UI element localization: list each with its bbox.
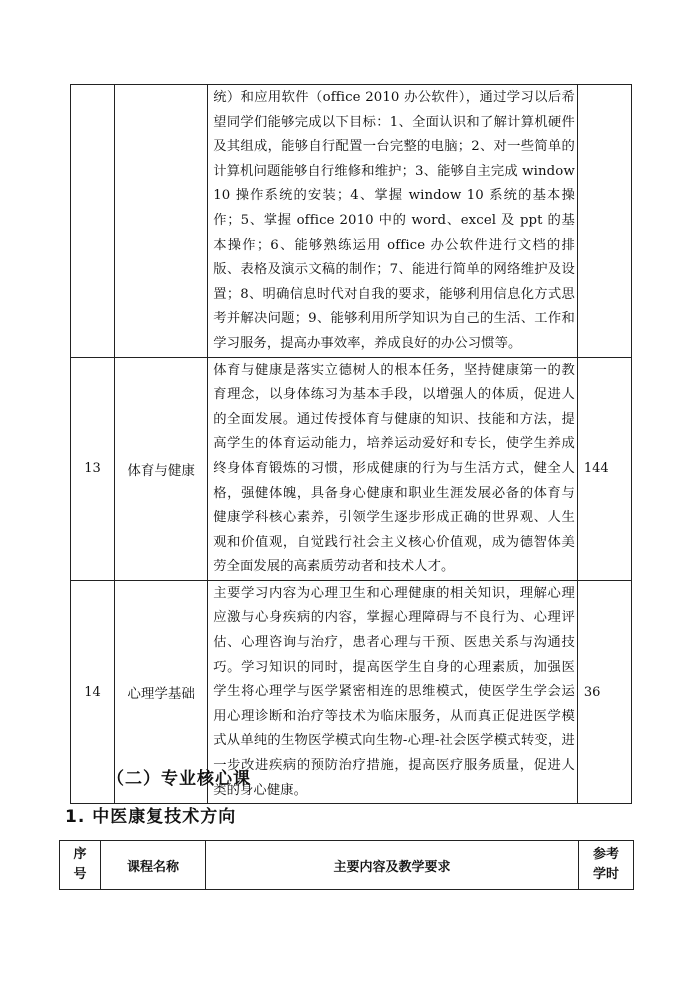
- course-hours: 36: [577, 580, 631, 803]
- column-header-number: [60, 841, 101, 890]
- course-description-cell: [208, 357, 578, 580]
- course-name: 心理学基础: [115, 580, 208, 803]
- core-course-table: [59, 840, 634, 890]
- table-header-row: [60, 841, 634, 890]
- course-description: 统）和应用软件（office 2010 办公软件），通过学习以后希望同学们能够完成以下目标：1、全面认识和了解计算机硬件及其组成，能够自行配置一台完整的电脑；2、对一些简单的计算机问题能够自行维修和维护；3、能够自主完成 window 10 操作系统的安装；4、掌握 window 10 系统的基本操作；5、掌握 office 2010 中的 word、excel 及 ppt 的基本操作；6、能够熟练运用 office 办公软件进行文档的排版、表格及演示文稿的制作；7、能进行简单的网络维护及设置；8、明确信息时代对自我的要求，能够利用信息化方式思考并解决问题；9、能够利用所学知识为自己的生活、工作和学习服务，提高办事效率，养成良好的办公习惯等。: [213, 90, 575, 351]
- table-row: [71, 357, 632, 580]
- course-number: [71, 85, 115, 358]
- column-header-description: 主要内容及教学要求: [206, 841, 579, 890]
- course-name: [115, 85, 208, 358]
- table-row: [71, 85, 632, 358]
- section-heading: （二）专业核心课: [107, 769, 251, 789]
- course-name: 体育与健康: [115, 357, 208, 580]
- course-number: 14: [71, 580, 115, 803]
- column-header-hours: [579, 841, 634, 890]
- column-header-hours-line1: 参考: [592, 847, 619, 862]
- course-hours: 144: [577, 357, 631, 580]
- course-number: 13: [71, 357, 115, 580]
- course-description: 体育与健康是落实立德树人的根本任务，坚持健康第一的教育理念，以身体练习为基本手段，以增强人的体质，促进人的全面发展。通过传授体育与健康的知识、技能和方法，提高学生的体育运动能力，培养运动爱好和专长，使学生养成终身体育锻炼的习惯，形成健康的行为与生活方式，健全人格，强健体魄，具备身心健康和职业生涯发展必备的体育与健康学科核心素养，引领学生逐步形成正确的世界观、人生观和价值观，自觉践行社会主义核心价值观，成为德智体美劳全面发展的高素质劳动者和技术人才。: [213, 362, 575, 575]
- column-header-number-line1: 序: [73, 847, 87, 862]
- course-hours: [577, 85, 631, 358]
- course-description: 主要学习内容为心理卫生和心理健康的相关知识，理解心理应激与心身疾病的内容，掌握心理障碍与不良行为、心理评估、心理咨询与治疗，患者心理与干预、医患关系与沟通技巧。学习知识的同时，提高医学生自身的心理素质，加强医学生将心理学与医学紧密相连的思维模式，使医学生学会运用心理诊断和治疗等技术为临床服务，从而真正促进医学模式从单纯的生物医学模式向生物-心理-社会医学模式转变，进一步改进疾病的预防治疗措施，提高医疗服务质量，促进人类的身心健康。: [213, 585, 575, 798]
- subsection-heading: 1. 中医康复技术方向: [65, 807, 237, 827]
- course-table: [70, 84, 632, 804]
- column-header-hours-line2: 学时: [592, 867, 619, 882]
- column-header-number-line2: 号: [73, 867, 87, 882]
- course-description-cell: [208, 580, 578, 803]
- column-header-name: 课程名称: [101, 841, 206, 890]
- course-description-cell: [208, 85, 578, 358]
